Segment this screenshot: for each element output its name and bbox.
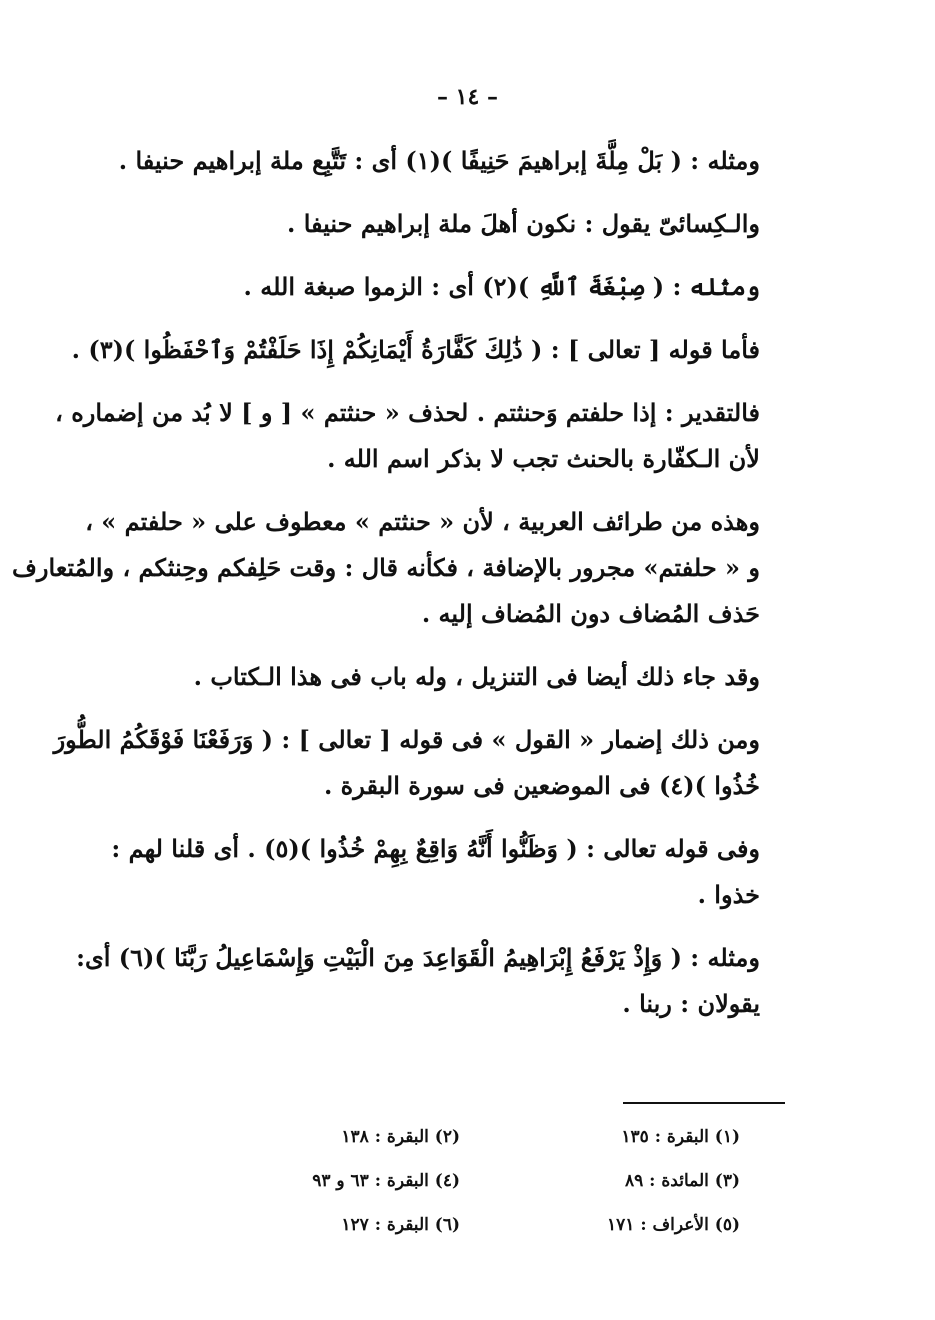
paragraph-1	[120, 138, 760, 184]
paragraph-2	[120, 201, 760, 247]
text-line: والـكِسائىّ يقول : نكون أهلَ ملة إبراهيم حنيفا .	[286, 209, 760, 238]
paragraph-3	[120, 264, 760, 310]
text-line: حَذف المُضاف دون المُضاف إليه .	[421, 599, 760, 628]
page-number: – ١٤ –	[437, 84, 498, 110]
footnote-row	[260, 1122, 740, 1166]
footnote-6: (٦) البقرة : ١٢٧	[341, 1215, 460, 1235]
text-line: وهذه من طرائف العربية ، لأن « حنثتم » معطوف على « حلفتم » ،	[85, 507, 760, 536]
footnote-3: (٣) المائدة : ٨٩	[625, 1171, 740, 1191]
text-line: ومثله : ( صِبْغَةَ ٱللَّهِ )(٢) أى : الزموا صبغة الله .	[243, 272, 760, 301]
text-line: خذوا .	[697, 880, 760, 909]
footnote-row	[260, 1166, 740, 1210]
main-text	[12, 138, 760, 1027]
footnote-5: (٥) الأعراف : ١٧١	[607, 1215, 740, 1235]
text-line: ومن ذلك إضمار « القول » فى قوله [ تعالى ] : ( وَرَفَعْنَا فَوْقَكُمُ الطُّورَ	[53, 725, 760, 754]
text-line: خُذُوا )(٤) فى الموضعين فى سورة البقرة .	[323, 771, 760, 800]
text-line: لأن الـكفّارة بالحنث تجب لا بذكر اسم الله .	[327, 444, 760, 473]
text-line: وفى قوله تعالى : ( وَظَنُّوا أَنَّهُ وَاقِعٌ بِهِمْ خُذُوا )(٥) . أى قلنا لهم :	[111, 834, 760, 863]
paragraph-8	[53, 717, 760, 809]
paragraph-6	[12, 499, 760, 637]
footnote-4: (٤) البقرة : ٦٣ و ٩٣	[312, 1171, 460, 1191]
footnote-2: (٢) البقرة : ١٣٨	[341, 1127, 460, 1147]
text-line: يقولان : ربنا .	[622, 989, 760, 1018]
text-line: و « حلفتم» مجرور بالإضافة ، فكأنه قال : وقت حَلِفكم وحِنثكم ، والمُتعارف	[12, 553, 760, 582]
paragraph-4	[71, 327, 760, 373]
text-line: وقد جاء ذلك أيضا فى التنزيل ، وله باب فى هذا الـكتاب .	[193, 662, 760, 691]
paragraph-9	[111, 826, 760, 918]
text-line: فالتقدير : إذا حلفتم وَحنثتم . لحذف « حنثتم » [ و ] لا بُد من إضماره ،	[55, 398, 760, 427]
footnote-1: (١) البقرة : ١٣٥	[621, 1127, 740, 1147]
text-line: ومثله : ( وَإِذْ يَرْفَعُ إِبْرَاهِيمُ الْقَوَاعِدَ مِنَ الْبَيْتِ وَإِسْمَاعِيلُ رَبَّنَا )(٦) أى:	[76, 943, 760, 972]
text-line: فأما قوله [ تعالى ] : ( ذَٰلِكَ كَفَّارَةُ أَيْمَانِكُمْ إِذَا حَلَفْتُمْ وَٱحْفَظُوا )(٣) .	[71, 335, 760, 364]
paragraph-5	[55, 390, 760, 482]
paragraph-7	[120, 654, 760, 700]
footnote-row	[260, 1210, 740, 1254]
footnotes	[260, 1122, 740, 1254]
text-line: ومثله : ( بَلْ مِلَّةَ إبراهيمَ حَنِيفًا )(١) أى : تَتَّبِع ملة إبراهيم حنيفا .	[118, 146, 760, 175]
footnote-divider	[623, 1102, 785, 1104]
paragraph-10	[76, 935, 760, 1027]
